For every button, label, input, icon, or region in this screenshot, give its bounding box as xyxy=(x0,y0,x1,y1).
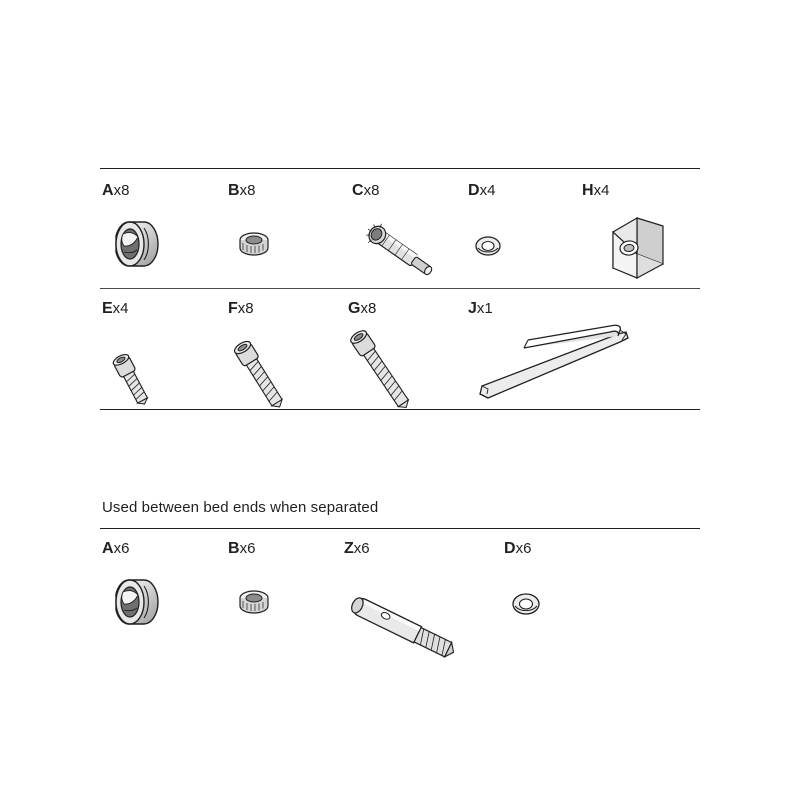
part-qty: x8 xyxy=(360,300,377,317)
part-label-z6 xyxy=(344,540,524,558)
short-bolt-icon xyxy=(102,318,242,404)
part-letter: E xyxy=(102,300,113,317)
long-bolt-icon xyxy=(348,318,488,404)
part-qty: x8 xyxy=(113,182,130,199)
part-qty: x6 xyxy=(353,540,370,557)
part-label-e4 xyxy=(102,300,242,318)
part-letter: J xyxy=(468,300,477,317)
part-label-j1 xyxy=(468,300,668,318)
cam-lock-icon xyxy=(102,200,242,286)
long-dowel-bolt-icon xyxy=(344,558,524,644)
section-caption-separated: Used between bed ends when separated xyxy=(102,499,379,516)
divider-section2-top xyxy=(100,528,700,529)
part-item-a6 xyxy=(102,540,242,644)
part-item-h4 xyxy=(582,182,722,286)
part-label-f8 xyxy=(228,300,368,318)
washer-icon xyxy=(504,558,644,644)
part-letter: D xyxy=(504,540,516,557)
part-qty: x8 xyxy=(363,182,380,199)
part-label-g8 xyxy=(348,300,488,318)
part-item-b8 xyxy=(228,182,368,286)
part-letter: A xyxy=(102,182,114,199)
part-item-d6 xyxy=(504,540,644,644)
part-item-e4 xyxy=(102,300,242,404)
part-letter: B xyxy=(228,182,240,199)
part-item-a8 xyxy=(102,182,242,286)
zigzag-bracket-icon xyxy=(582,200,722,286)
part-qty: x4 xyxy=(479,182,496,199)
part-qty: x6 xyxy=(239,540,256,557)
divider-row1-row2 xyxy=(100,288,700,289)
divider-top xyxy=(100,168,700,169)
part-letter: D xyxy=(468,182,480,199)
part-label-d6 xyxy=(504,540,644,558)
part-item-z6 xyxy=(344,540,524,644)
cam-lock-icon xyxy=(102,558,242,644)
part-item-g8 xyxy=(348,300,488,404)
part-label-b8 xyxy=(228,182,368,200)
part-label-a8 xyxy=(102,182,242,200)
part-item-j1 xyxy=(468,300,668,404)
part-qty: x4 xyxy=(593,182,610,199)
part-label-h4 xyxy=(582,182,722,200)
knurled-nut-icon xyxy=(228,200,368,286)
part-qty: x8 xyxy=(239,182,256,199)
part-qty: x1 xyxy=(476,300,493,317)
part-letter: B xyxy=(228,540,240,557)
part-item-f8 xyxy=(228,300,368,404)
part-label-a6 xyxy=(102,540,242,558)
part-letter: H xyxy=(582,182,594,199)
part-letter: Z xyxy=(344,540,354,557)
part-qty: x6 xyxy=(515,540,532,557)
allen-key-icon xyxy=(468,318,668,404)
divider-section1-bottom xyxy=(100,409,700,410)
part-letter: F xyxy=(228,300,238,317)
part-qty: x4 xyxy=(112,300,129,317)
part-letter: G xyxy=(348,300,361,317)
part-letter: C xyxy=(352,182,364,199)
part-qty: x8 xyxy=(237,300,254,317)
part-qty: x6 xyxy=(113,540,130,557)
part-letter: A xyxy=(102,540,114,557)
medium-bolt-icon xyxy=(228,318,368,404)
